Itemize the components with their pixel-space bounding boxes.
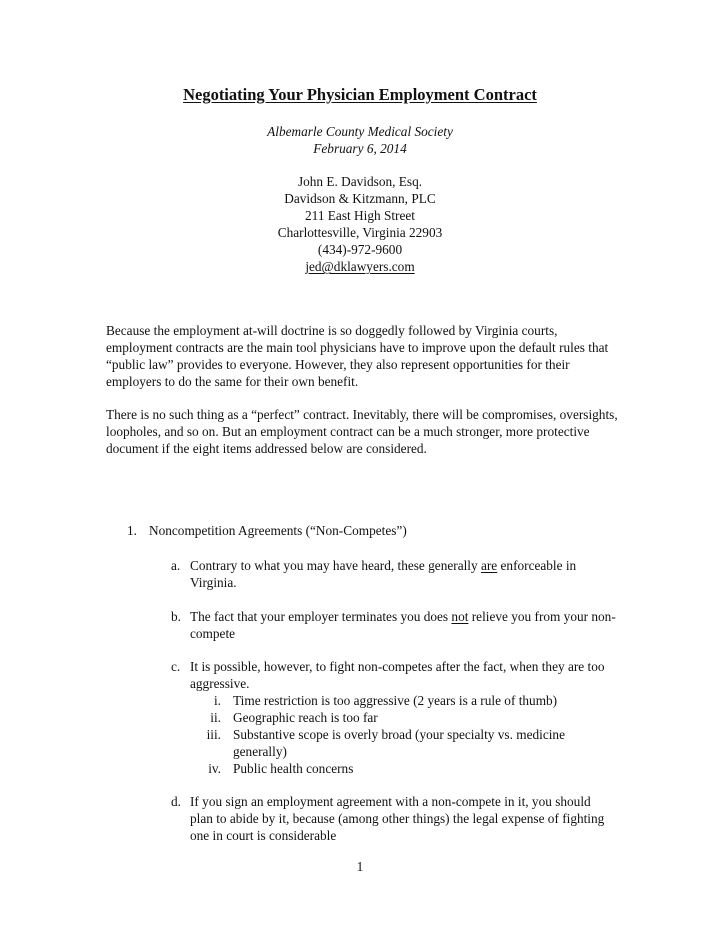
author-name: John E. Davidson, Esq.: [297, 174, 423, 189]
sublist-marker: iv.: [208, 761, 221, 776]
sublist-item-iii: [194, 726, 614, 760]
sublist-item-i: [194, 692, 614, 709]
list-marker: b.: [171, 609, 181, 624]
sublist-item-iv: [194, 760, 614, 777]
list-marker: d.: [171, 794, 181, 809]
page-number: 1: [356, 859, 364, 874]
author-street: 211 East High Street: [305, 208, 415, 223]
list-item-a: [171, 557, 616, 591]
section-number: 1.: [127, 523, 137, 538]
author-phone: (434)-972-9600: [317, 242, 403, 257]
intro-paragraph: Because the employment at-will doctrine is so doggedly followed by Virginia courts, employment contracts are the main tool physicians have to improve upon the default rules that “public law” provides to everyone. However, they also represent opportunities for their employers to do the same for their own benefit.: [106, 323, 609, 389]
event-date: February 6, 2014: [313, 141, 407, 156]
sublist-marker: i.: [213, 693, 221, 708]
emphasis-underline: not: [451, 609, 469, 624]
contract-paragraph: There is no such thing as a “perfect” contract. Inevitably, there will be compromises, oversights, loopholes, and so on. But an employment contract can be a much stronger, more protective document if the eight items addressed below are considered.: [106, 407, 618, 456]
sublist-item-text: Public health concerns: [233, 761, 354, 776]
document-title: Negotiating Your Physician Employment Contract: [183, 85, 537, 104]
list-item-text: It is possible, however, to fight non-competes after the fact, when they are too aggressive.: [190, 659, 605, 691]
sublist-item-text: Substantive scope is overly broad (your specialty vs. medicine generally): [233, 727, 565, 759]
list-item-text: The fact that your employer terminates you does not relieve you from your non-compete: [190, 609, 616, 641]
list-item-text: Contrary to what you may have heard, these generally are enforceable in Virginia.: [190, 558, 577, 590]
author-city: Charlottesville, Virginia 22903: [277, 225, 443, 240]
section-title: Noncompetition Agreements (“Non-Competes”): [149, 523, 407, 538]
sublist-item-ii: [194, 709, 614, 726]
author-contact: [0, 173, 720, 275]
event-info: [0, 123, 720, 157]
sublist-item-text: Time restriction is too aggressive (2 years is a rule of thumb): [233, 693, 558, 708]
sublist-marker: ii.: [210, 710, 221, 725]
list-marker: c.: [171, 659, 181, 674]
emphasis-underline: are: [480, 558, 498, 573]
sublist-marker: iii.: [206, 727, 221, 742]
event-organization: Albemarle County Medical Society: [267, 124, 453, 139]
section-heading: [127, 522, 407, 539]
list-item-text: If you sign an employment agreement with a non-compete in it, you should plan to abide by it, because (among other things) the legal expense of fighting one in court is considerable: [190, 794, 605, 843]
sublist-item-text: Geographic reach is too far: [233, 710, 378, 725]
list-item-c: [171, 658, 616, 692]
author-firm: Davidson & Kitzmann, PLC: [284, 191, 436, 206]
list-marker: a.: [171, 558, 181, 573]
list-item-d: [171, 793, 616, 844]
list-item-b: [171, 608, 616, 642]
author-email-link[interactable]: jed@dklawyers.com: [305, 259, 415, 274]
